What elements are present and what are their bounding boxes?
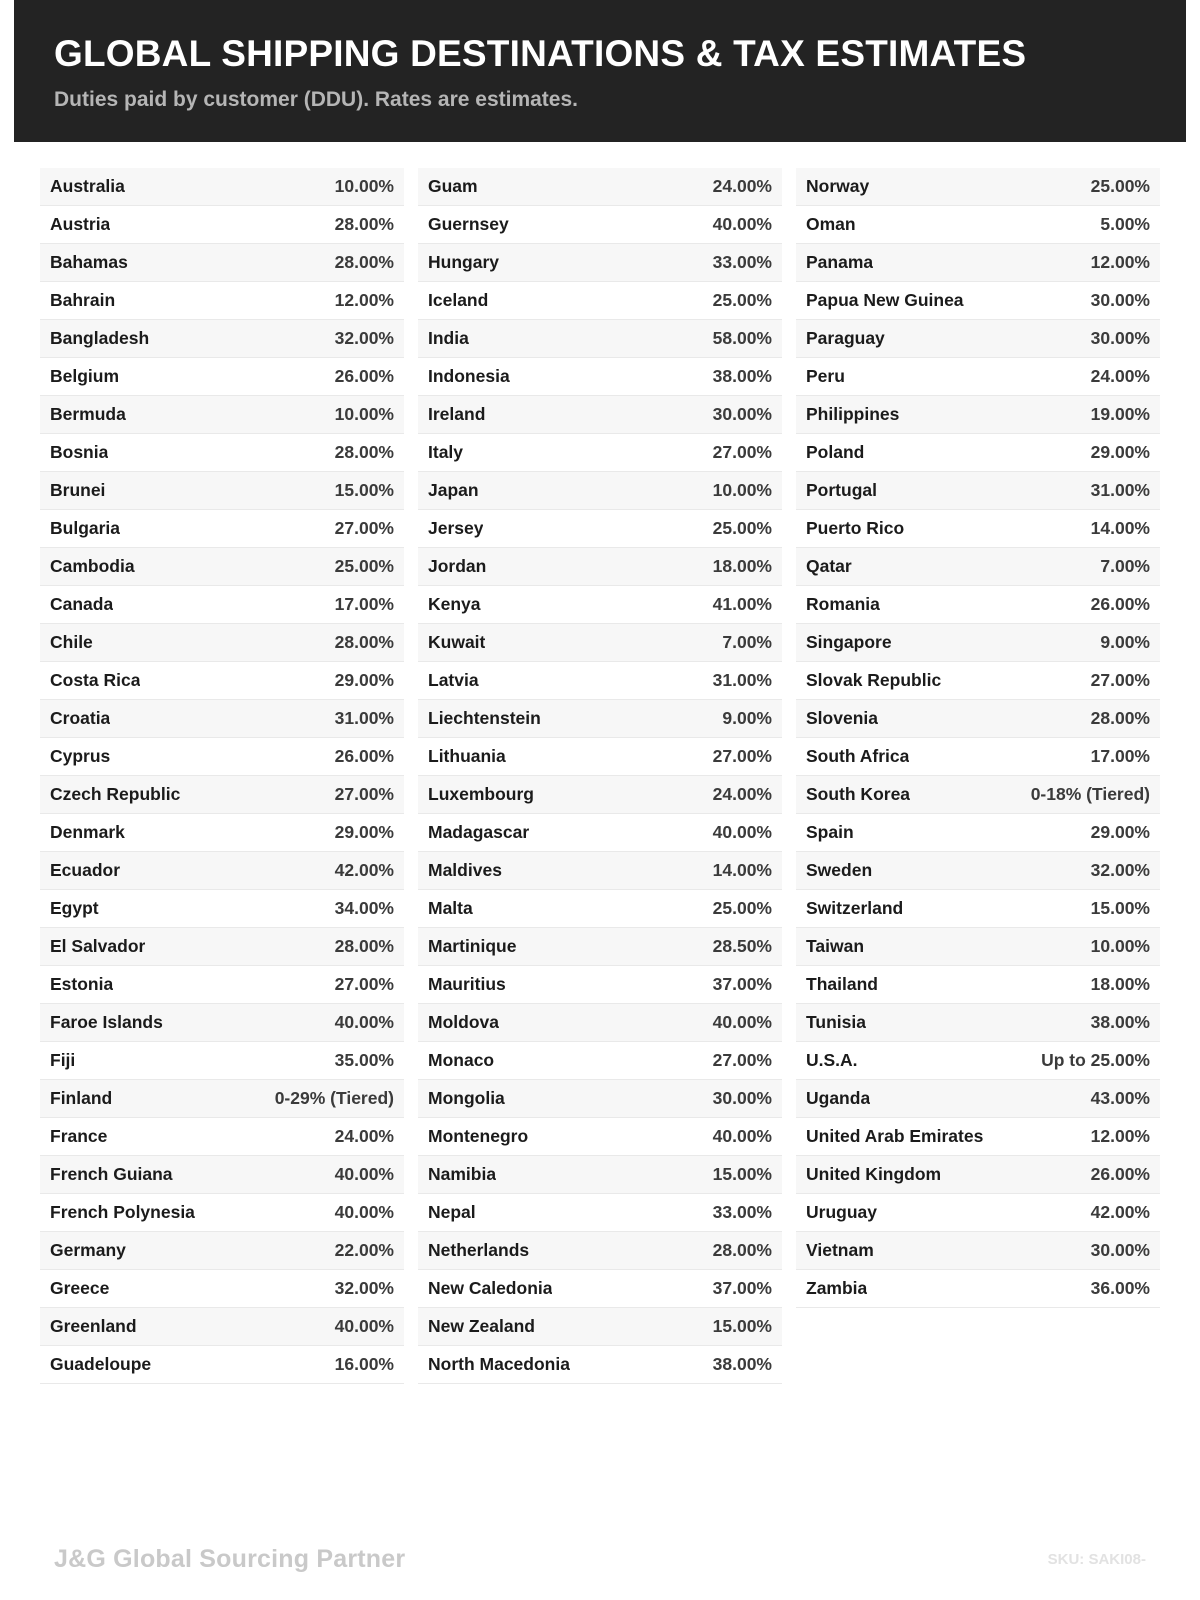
country-name: Mongolia xyxy=(428,1087,505,1108)
table-row xyxy=(796,1004,1160,1042)
country-name: Switzerland xyxy=(806,897,904,918)
country-name: Sweden xyxy=(806,859,873,880)
country-name: Norway xyxy=(806,175,870,196)
tax-rate: 32.00% xyxy=(334,327,394,348)
country-name: Bahrain xyxy=(50,289,116,310)
table-row xyxy=(796,776,1160,814)
country-name: India xyxy=(428,327,469,348)
table-row xyxy=(796,738,1160,776)
country-name: Australia xyxy=(50,175,125,196)
country-name: Bangladesh xyxy=(50,327,150,348)
page-subtitle: Duties paid by customer (DDU). Rates are estimates. xyxy=(54,87,578,111)
country-name: Tunisia xyxy=(806,1011,866,1032)
country-name: Liechtenstein xyxy=(428,707,541,728)
table-row xyxy=(418,1232,782,1270)
tax-rate: 40.00% xyxy=(334,1163,394,1184)
table-row xyxy=(418,852,782,890)
table-row xyxy=(796,814,1160,852)
country-name: South Africa xyxy=(806,745,910,766)
country-name: Brunei xyxy=(50,479,106,500)
sku-label: SKU: SAKI08- xyxy=(1047,1551,1146,1568)
country-name: South Korea xyxy=(806,783,911,804)
table-row xyxy=(418,1156,782,1194)
country-name: French Guiana xyxy=(50,1163,173,1184)
tax-rate: 26.00% xyxy=(1090,1163,1150,1184)
table-row xyxy=(418,1346,782,1384)
tax-rate: 42.00% xyxy=(334,859,394,880)
tax-rate: 34.00% xyxy=(334,897,394,918)
table-row xyxy=(418,1118,782,1156)
tax-rate: 27.00% xyxy=(712,441,772,462)
country-name: Cyprus xyxy=(50,745,111,766)
tax-rate: 38.00% xyxy=(712,1353,772,1374)
tax-rate: 10.00% xyxy=(334,175,394,196)
tax-rate: 25.00% xyxy=(712,289,772,310)
tax-rate: 24.00% xyxy=(712,175,772,196)
tax-rate: 31.00% xyxy=(1090,479,1150,500)
country-name: Bulgaria xyxy=(50,517,121,538)
table-row xyxy=(40,852,404,890)
tax-rate: 33.00% xyxy=(712,1201,772,1222)
tax-rate: 28.00% xyxy=(712,1239,772,1260)
tax-rate: 25.00% xyxy=(334,555,394,576)
tax-rate: 7.00% xyxy=(1100,555,1150,576)
country-name: Canada xyxy=(50,593,114,614)
country-name: Austria xyxy=(50,213,111,234)
tax-rate: 10.00% xyxy=(1090,935,1150,956)
country-name: Japan xyxy=(428,479,479,500)
table-row xyxy=(418,282,782,320)
tax-rate: 7.00% xyxy=(722,631,772,652)
tax-rate: 41.00% xyxy=(712,593,772,614)
tax-rate: 31.00% xyxy=(712,669,772,690)
tax-rate: 28.00% xyxy=(1090,707,1150,728)
table-row xyxy=(796,1118,1160,1156)
tax-rate: 31.00% xyxy=(334,707,394,728)
country-name: Maldives xyxy=(428,859,502,880)
country-name: Papua New Guinea xyxy=(806,289,964,310)
table-row xyxy=(418,738,782,776)
tax-rate: 40.00% xyxy=(334,1315,394,1336)
table-row xyxy=(40,282,404,320)
table-row xyxy=(418,586,782,624)
table-row xyxy=(418,472,782,510)
rates-column xyxy=(40,168,404,1384)
tax-rate: 40.00% xyxy=(712,1125,772,1146)
country-name: Iceland xyxy=(428,289,489,310)
country-name: Zambia xyxy=(806,1277,868,1298)
table-row xyxy=(40,814,404,852)
tax-rate: 9.00% xyxy=(722,707,772,728)
table-row xyxy=(40,890,404,928)
table-row xyxy=(40,244,404,282)
tax-rate: 30.00% xyxy=(712,1087,772,1108)
country-name: Fiji xyxy=(50,1049,76,1070)
rates-columns xyxy=(14,142,1186,1384)
tax-rate: 40.00% xyxy=(334,1011,394,1032)
table-row xyxy=(40,434,404,472)
country-name: Jersey xyxy=(428,517,484,538)
tax-rate: 43.00% xyxy=(1090,1087,1150,1108)
tax-rate: 35.00% xyxy=(334,1049,394,1070)
table-row xyxy=(796,1232,1160,1270)
table-row xyxy=(796,548,1160,586)
page-title: GLOBAL SHIPPING DESTINATIONS & TAX ESTIMATES xyxy=(54,33,1027,74)
table-row xyxy=(418,168,782,206)
country-name: Singapore xyxy=(806,631,892,652)
country-name: Indonesia xyxy=(428,365,510,386)
country-name: Finland xyxy=(50,1087,113,1108)
country-name: Monaco xyxy=(428,1049,495,1070)
table-row xyxy=(418,700,782,738)
country-name: Portugal xyxy=(806,479,877,500)
country-name: Cambodia xyxy=(50,555,135,576)
country-name: Guam xyxy=(428,175,478,196)
tax-rate: 12.00% xyxy=(1090,251,1150,272)
country-name: Bahamas xyxy=(50,251,128,272)
tax-rate: 38.00% xyxy=(1090,1011,1150,1032)
rates-column xyxy=(418,168,782,1384)
table-row xyxy=(40,1232,404,1270)
tax-rate: 32.00% xyxy=(1090,859,1150,880)
country-name: Estonia xyxy=(50,973,114,994)
tax-rate: 18.00% xyxy=(712,555,772,576)
table-row xyxy=(40,928,404,966)
table-row xyxy=(418,206,782,244)
table-row xyxy=(796,700,1160,738)
country-name: Montenegro xyxy=(428,1125,529,1146)
tax-rate: 30.00% xyxy=(1090,327,1150,348)
table-row xyxy=(796,928,1160,966)
country-name: El Salvador xyxy=(50,935,146,956)
table-row xyxy=(796,320,1160,358)
table-row xyxy=(40,1118,404,1156)
country-name: Costa Rica xyxy=(50,669,141,690)
tax-rate: 29.00% xyxy=(1090,441,1150,462)
country-name: Germany xyxy=(50,1239,126,1260)
table-row xyxy=(40,1308,404,1346)
tax-rate: 27.00% xyxy=(334,517,394,538)
tax-rate: 40.00% xyxy=(712,821,772,842)
tax-rate: 15.00% xyxy=(712,1163,772,1184)
country-name: Slovenia xyxy=(806,707,878,728)
country-name: Netherlands xyxy=(428,1239,530,1260)
table-row xyxy=(418,1308,782,1346)
country-name: Poland xyxy=(806,441,865,462)
table-row xyxy=(796,510,1160,548)
country-name: Malta xyxy=(428,897,473,918)
country-name: Bosnia xyxy=(50,441,109,462)
table-row xyxy=(796,396,1160,434)
country-name: Egypt xyxy=(50,897,99,918)
tax-rate: 40.00% xyxy=(334,1201,394,1222)
country-name: Panama xyxy=(806,251,874,272)
country-name: French Polynesia xyxy=(50,1201,195,1222)
tax-rate: 26.00% xyxy=(334,745,394,766)
tax-rate: 58.00% xyxy=(712,327,772,348)
table-row xyxy=(40,472,404,510)
tax-rate: 26.00% xyxy=(334,365,394,386)
table-row xyxy=(796,168,1160,206)
table-row xyxy=(418,890,782,928)
tax-rate: 15.00% xyxy=(1090,897,1150,918)
country-name: New Zealand xyxy=(428,1315,535,1336)
tax-rate: 18.00% xyxy=(1090,973,1150,994)
country-name: Spain xyxy=(806,821,854,842)
page-footer xyxy=(14,1545,1186,1574)
tax-rate: 26.00% xyxy=(1090,593,1150,614)
tax-rate: 16.00% xyxy=(334,1353,394,1374)
country-name: France xyxy=(50,1125,108,1146)
tax-rate: 28.00% xyxy=(334,935,394,956)
country-name: Vietnam xyxy=(806,1239,874,1260)
tax-rate: 32.00% xyxy=(334,1277,394,1298)
table-row xyxy=(796,472,1160,510)
table-row xyxy=(40,966,404,1004)
tax-rate: 17.00% xyxy=(1090,745,1150,766)
country-name: Bermuda xyxy=(50,403,126,424)
country-name: Denmark xyxy=(50,821,125,842)
table-row xyxy=(40,510,404,548)
table-row xyxy=(418,966,782,1004)
tax-rate: Up to 25.00% xyxy=(1041,1049,1150,1070)
table-row xyxy=(40,662,404,700)
country-name: Puerto Rico xyxy=(806,517,905,538)
table-row xyxy=(418,814,782,852)
country-name: Qatar xyxy=(806,555,852,576)
table-row xyxy=(418,928,782,966)
table-row xyxy=(418,548,782,586)
country-name: New Caledonia xyxy=(428,1277,553,1298)
country-name: Lithuania xyxy=(428,745,506,766)
country-name: Faroe Islands xyxy=(50,1011,163,1032)
country-name: North Macedonia xyxy=(428,1353,570,1374)
table-row xyxy=(40,700,404,738)
tax-rate: 19.00% xyxy=(1090,403,1150,424)
table-row xyxy=(796,890,1160,928)
tax-rate: 42.00% xyxy=(1090,1201,1150,1222)
country-name: Guernsey xyxy=(428,213,509,234)
table-row xyxy=(796,358,1160,396)
country-name: Kuwait xyxy=(428,631,486,652)
tax-rate: 10.00% xyxy=(712,479,772,500)
country-name: Jordan xyxy=(428,555,487,576)
table-row xyxy=(418,1042,782,1080)
tax-rate: 10.00% xyxy=(334,403,394,424)
country-name: Nepal xyxy=(428,1201,476,1222)
country-name: Paraguay xyxy=(806,327,885,348)
table-row xyxy=(418,1194,782,1232)
country-name: Romania xyxy=(806,593,880,614)
table-row xyxy=(796,1080,1160,1118)
tax-rate: 37.00% xyxy=(712,1277,772,1298)
tax-rate: 12.00% xyxy=(334,289,394,310)
tax-rate: 28.00% xyxy=(334,213,394,234)
tax-rate: 15.00% xyxy=(334,479,394,500)
table-row xyxy=(418,624,782,662)
tax-rate: 30.00% xyxy=(1090,289,1150,310)
page-header xyxy=(14,0,1186,142)
table-row xyxy=(796,206,1160,244)
country-name: United Kingdom xyxy=(806,1163,942,1184)
tax-rate: 36.00% xyxy=(1090,1277,1150,1298)
tax-rate: 37.00% xyxy=(712,973,772,994)
table-row xyxy=(40,1270,404,1308)
table-row xyxy=(418,244,782,282)
tax-rate: 27.00% xyxy=(712,745,772,766)
tax-rate: 38.00% xyxy=(712,365,772,386)
country-name: Ecuador xyxy=(50,859,121,880)
table-row xyxy=(418,776,782,814)
tax-rate: 24.00% xyxy=(1090,365,1150,386)
country-name: Oman xyxy=(806,213,856,234)
tax-rate: 14.00% xyxy=(1090,517,1150,538)
table-row xyxy=(40,358,404,396)
tax-rate: 17.00% xyxy=(334,593,394,614)
table-row xyxy=(418,434,782,472)
country-name: Croatia xyxy=(50,707,111,728)
tax-rate: 25.00% xyxy=(712,517,772,538)
tax-rate: 27.00% xyxy=(1090,669,1150,690)
tax-rate: 24.00% xyxy=(334,1125,394,1146)
country-name: Madagascar xyxy=(428,821,530,842)
country-name: Thailand xyxy=(806,973,878,994)
table-row xyxy=(40,1080,404,1118)
table-row xyxy=(40,1194,404,1232)
tax-rate: 25.00% xyxy=(1090,175,1150,196)
tax-rate: 27.00% xyxy=(712,1049,772,1070)
tax-rate: 12.00% xyxy=(1090,1125,1150,1146)
country-name: Peru xyxy=(806,365,845,386)
country-name: Greece xyxy=(50,1277,110,1298)
tax-rate: 40.00% xyxy=(712,1011,772,1032)
country-name: Hungary xyxy=(428,251,499,272)
country-name: Italy xyxy=(428,441,464,462)
country-name: Philippines xyxy=(806,403,900,424)
country-name: Mauritius xyxy=(428,973,506,994)
country-name: Kenya xyxy=(428,593,481,614)
country-name: Uruguay xyxy=(806,1201,877,1222)
country-name: Guadeloupe xyxy=(50,1353,152,1374)
table-row xyxy=(40,1156,404,1194)
table-row xyxy=(40,396,404,434)
tax-rate: 29.00% xyxy=(334,821,394,842)
table-row xyxy=(796,586,1160,624)
table-row xyxy=(796,1194,1160,1232)
tax-rate: 28.00% xyxy=(334,631,394,652)
table-row xyxy=(796,434,1160,472)
table-row xyxy=(40,776,404,814)
country-name: Namibia xyxy=(428,1163,497,1184)
rates-column xyxy=(796,168,1160,1384)
table-row xyxy=(40,738,404,776)
table-row xyxy=(418,396,782,434)
tax-rate: 15.00% xyxy=(712,1315,772,1336)
table-row xyxy=(796,1156,1160,1194)
country-name: Czech Republic xyxy=(50,783,181,804)
tax-rate: 24.00% xyxy=(712,783,772,804)
tax-rate: 22.00% xyxy=(334,1239,394,1260)
table-row xyxy=(40,624,404,662)
table-row xyxy=(796,244,1160,282)
tax-rate: 33.00% xyxy=(712,251,772,272)
tax-rate: 27.00% xyxy=(334,973,394,994)
table-row xyxy=(796,1270,1160,1308)
table-row xyxy=(40,1042,404,1080)
country-name: Uganda xyxy=(806,1087,871,1108)
country-name: Luxembourg xyxy=(428,783,534,804)
table-row xyxy=(418,1270,782,1308)
country-name: Moldova xyxy=(428,1011,499,1032)
tax-rate: 29.00% xyxy=(334,669,394,690)
country-name: Slovak Republic xyxy=(806,669,942,690)
country-name: Belgium xyxy=(50,365,120,386)
country-name: United Arab Emirates xyxy=(806,1125,984,1146)
tax-rate: 0-18% (Tiered) xyxy=(1030,783,1150,804)
tax-rate: 28.00% xyxy=(334,441,394,462)
table-row xyxy=(418,358,782,396)
country-name: Taiwan xyxy=(806,935,865,956)
country-name: U.S.A. xyxy=(806,1049,858,1070)
tax-rate: 29.00% xyxy=(1090,821,1150,842)
tax-rate: 28.50% xyxy=(712,935,772,956)
table-row xyxy=(796,852,1160,890)
tax-rate: 40.00% xyxy=(712,213,772,234)
table-row xyxy=(40,1346,404,1384)
country-name: Ireland xyxy=(428,403,486,424)
table-row xyxy=(796,966,1160,1004)
table-row xyxy=(418,510,782,548)
table-row xyxy=(796,624,1160,662)
table-row xyxy=(418,1080,782,1118)
table-row xyxy=(40,320,404,358)
tax-rate: 30.00% xyxy=(1090,1239,1150,1260)
table-row xyxy=(40,586,404,624)
tax-rate: 27.00% xyxy=(334,783,394,804)
tax-rate: 28.00% xyxy=(334,251,394,272)
country-name: Greenland xyxy=(50,1315,137,1336)
table-row xyxy=(40,548,404,586)
table-row xyxy=(418,320,782,358)
country-name: Martinique xyxy=(428,935,517,956)
table-row xyxy=(40,168,404,206)
country-name: Latvia xyxy=(428,669,479,690)
table-row xyxy=(40,206,404,244)
tax-rate: 5.00% xyxy=(1100,213,1150,234)
tax-rate: 30.00% xyxy=(712,403,772,424)
table-row xyxy=(796,282,1160,320)
tax-rate: 14.00% xyxy=(712,859,772,880)
table-row xyxy=(418,662,782,700)
tax-rate: 0-29% (Tiered) xyxy=(274,1087,394,1108)
table-row xyxy=(40,1004,404,1042)
tax-rate: 25.00% xyxy=(712,897,772,918)
tax-rate: 9.00% xyxy=(1100,631,1150,652)
brand-label: J&G Global Sourcing Partner xyxy=(54,1545,406,1573)
table-row xyxy=(796,662,1160,700)
country-name: Chile xyxy=(50,631,93,652)
table-row xyxy=(796,1042,1160,1080)
table-row xyxy=(418,1004,782,1042)
